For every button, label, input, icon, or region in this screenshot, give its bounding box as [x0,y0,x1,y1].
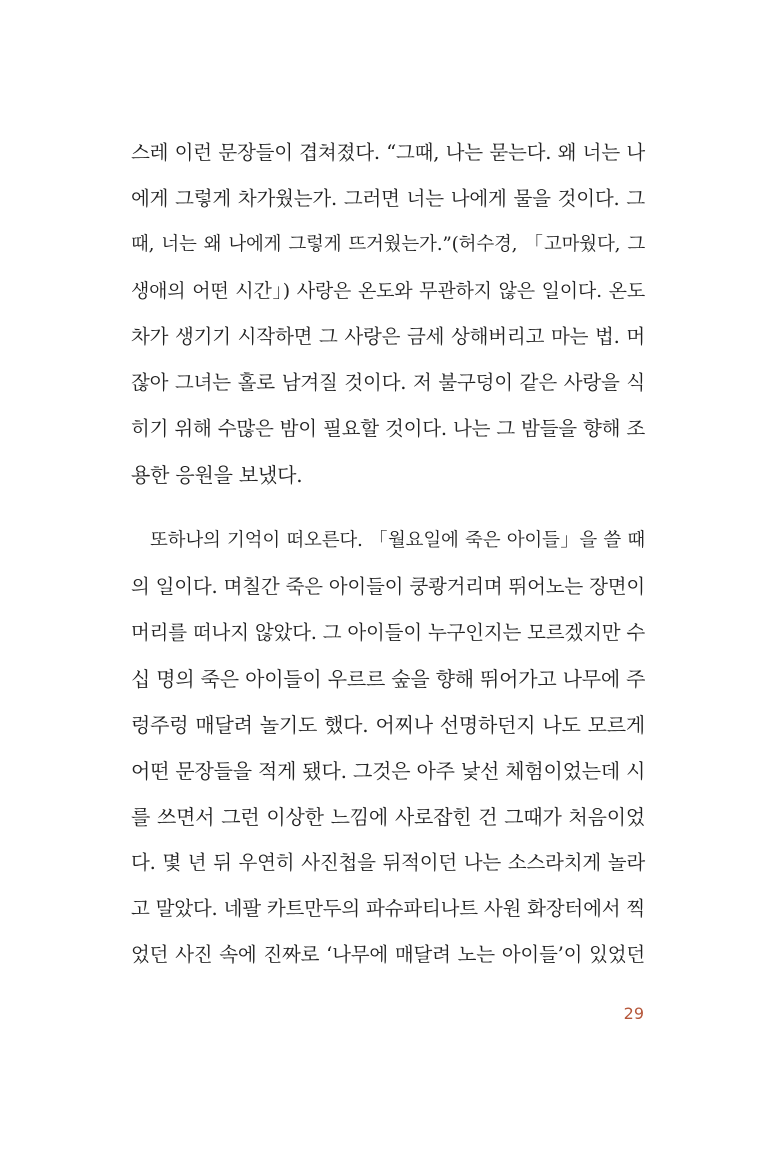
text-line: 의 일이다. 며칠간 죽은 아이들이 쿵쾅거리며 뛰어노는 장면이 [131,575,645,598]
text-line: 용한 응원을 보냈다. [131,463,303,487]
text-line: 고 말았다. 네팔 카트만두의 파슈파티나트 사원 화장터에서 찍 [131,897,645,920]
text-line: 다. 몇 년 뒤 우연히 사진첩을 뒤적이던 나는 소스라치게 놀라 [131,851,645,874]
text-line: 머리를 떠나지 않았다. 그 아이들이 누구인지는 모르겠지만 수 [131,621,645,644]
text-line: 히기 위해 수많은 밤이 필요할 것이다. 나는 그 밤들을 향해 조 [131,417,645,440]
text-line: 잖아 그녀는 홀로 남겨질 것이다. 저 불구덩이 같은 사랑을 식 [131,371,645,394]
text-line: 때, 너는 왜 나에게 그렇게 뜨거웠는가.”(허수경, 「고마웠다, 그 [131,234,645,255]
paragraph-2 [131,518,645,978]
text-line: 생애의 어떤 시간」) 사랑은 온도와 무관하지 않은 일이다. 온도 [131,280,645,302]
page-number: 29 [623,1004,644,1023]
text-line: 렁주렁 매달려 놀기도 했다. 어찌나 선명하던지 나도 모르게 [131,713,645,737]
text-line: 에게 그렇게 차가웠는가. 그러면 너는 나에게 물을 것이다. 그 [131,187,645,210]
text-line: 스레 이런 문장들이 겹쳐졌다. “그때, 나는 묻는다. 왜 너는 나 [131,141,645,164]
text-line: 를 쓰면서 그런 이상한 느낌에 사로잡힌 건 그때가 처음이었 [131,805,645,829]
text-line: 십 명의 죽은 아이들이 우르르 숲을 향해 뛰어가고 나무에 주 [131,667,646,691]
paragraph-1 [131,130,645,498]
text-line: 었던 사진 속에 진짜로 ‘나무에 매달려 노는 아이들’이 있었던 [131,943,645,966]
text-line: 차가 생기기 시작하면 그 사랑은 금세 상해버리고 마는 법. 머 [131,325,645,348]
text-line: 어떤 문장들을 적게 됐다. 그것은 아주 낯선 체험이었는데 시 [131,759,646,783]
text-line: 또하나의 기억이 떠오른다. 「월요일에 죽은 아이들」을 쓸 때 [131,530,645,551]
